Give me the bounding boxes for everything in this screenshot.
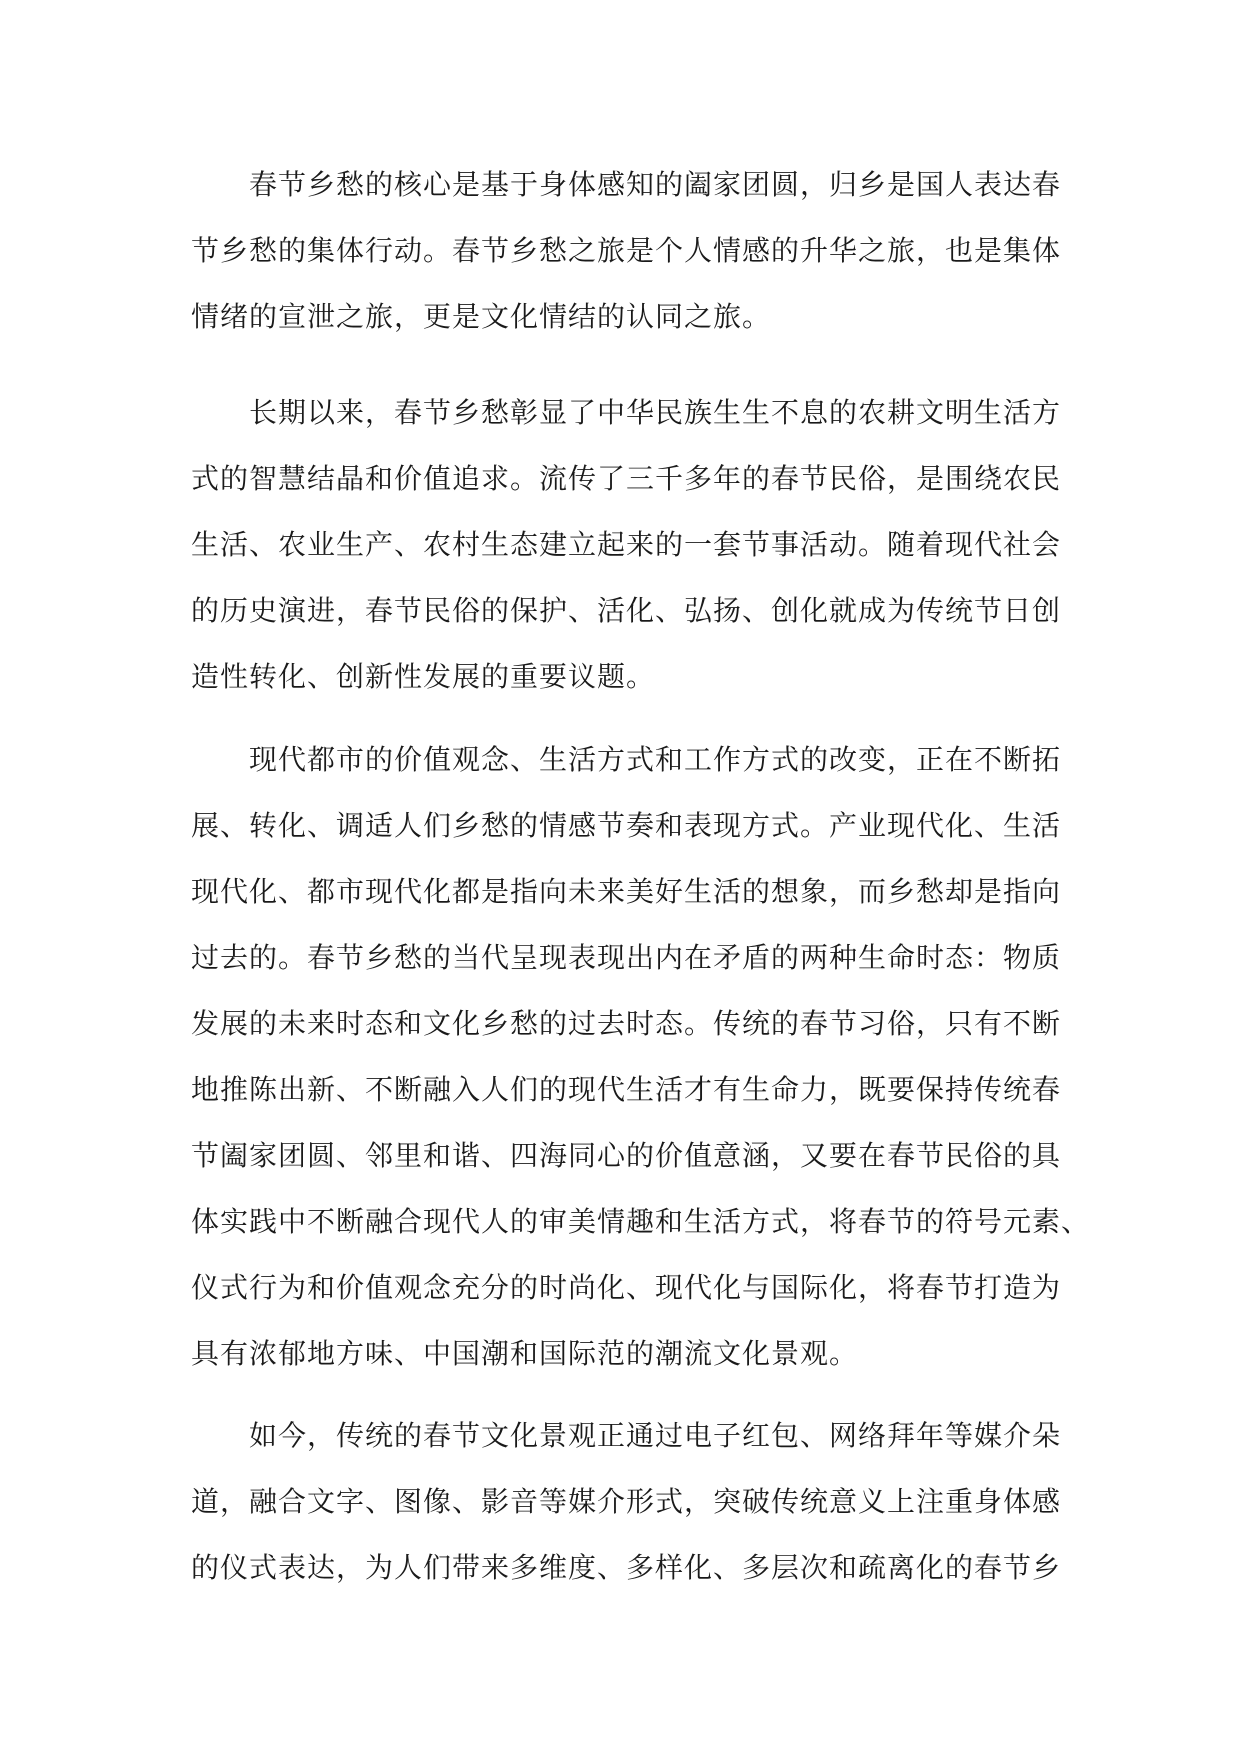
paragraph-line: 现代都市的价值观念、生活方式和工作方式的改变，正在不断拓 [249,743,1062,776]
paragraph-line: 春节乡愁的核心是基于身体感知的阖家团圆，归乡是国人表达春 [249,168,1062,201]
paragraph-line: 过去的。春节乡愁的当代呈现表现出内在矛盾的两种生命时态：物质 [191,941,1062,974]
paragraph-1 [191,152,1061,350]
paragraph-line: 造性转化、创新性发展的重要议题。 [191,660,656,693]
paragraph-line: 的历史演进，春节民俗的保护、活化、弘扬、创化就成为传统节日创 [191,594,1062,627]
paragraph-line: 具有浓郁地方味、中国潮和国际范的潮流文化景观。 [191,1337,859,1370]
paragraph-line: 节乡愁的集体行动。春节乡愁之旅是个人情感的升华之旅，也是集体 [191,234,1062,267]
paragraph-line: 式的智慧结晶和价值追求。流传了三千多年的春节民俗，是围绕农民 [191,462,1062,495]
paragraph-line: 现代化、都市现代化都是指向未来美好生活的想象，而乡愁却是指向 [191,875,1062,908]
paragraph-line: 发展的未来时态和文化乡愁的过去时态。传统的春节习俗，只有不断 [191,1007,1062,1040]
paragraph-line: 生活、农业生产、农村生态建立起来的一套节事活动。随着现代社会 [191,528,1062,561]
paragraph-line: 长期以来，春节乡愁彰显了中华民族生生不息的农耕文明生活方 [249,396,1062,429]
paragraph-line: 节阖家团圆、邻里和谐、四海同心的价值意涵，又要在春节民俗的具 [191,1139,1062,1172]
paragraph-line: 的仪式表达，为人们带来多维度、多样化、多层次和疏离化的春节乡 [191,1551,1062,1584]
paragraph-line: 道，融合文字、图像、影音等媒介形式，突破传统意义上注重身体感 [191,1485,1062,1518]
paragraph-4 [191,1403,1061,1601]
paragraph-line: 仪式行为和价值观念充分的时尚化、现代化与国际化，将春节打造为 [191,1271,1062,1304]
paragraph-line: 情绪的宣泄之旅，更是文化情结的认同之旅。 [191,300,772,333]
paragraph-line: 如今，传统的春节文化景观正通过电子红包、网络拜年等媒介朵 [249,1419,1062,1452]
paragraph-3 [191,727,1091,1387]
paragraph-line: 地推陈出新、不断融入人们的现代生活才有生命力，既要保持传统春 [191,1073,1062,1106]
paragraph-2 [191,380,1061,710]
paragraph-line: 体实践中不断融合现代人的审美情趣和生活方式，将春节的符号元素、 [191,1205,1091,1238]
paragraph-line: 展、转化、调适人们乡愁的情感节奏和表现方式。产业现代化、生活 [191,809,1062,842]
